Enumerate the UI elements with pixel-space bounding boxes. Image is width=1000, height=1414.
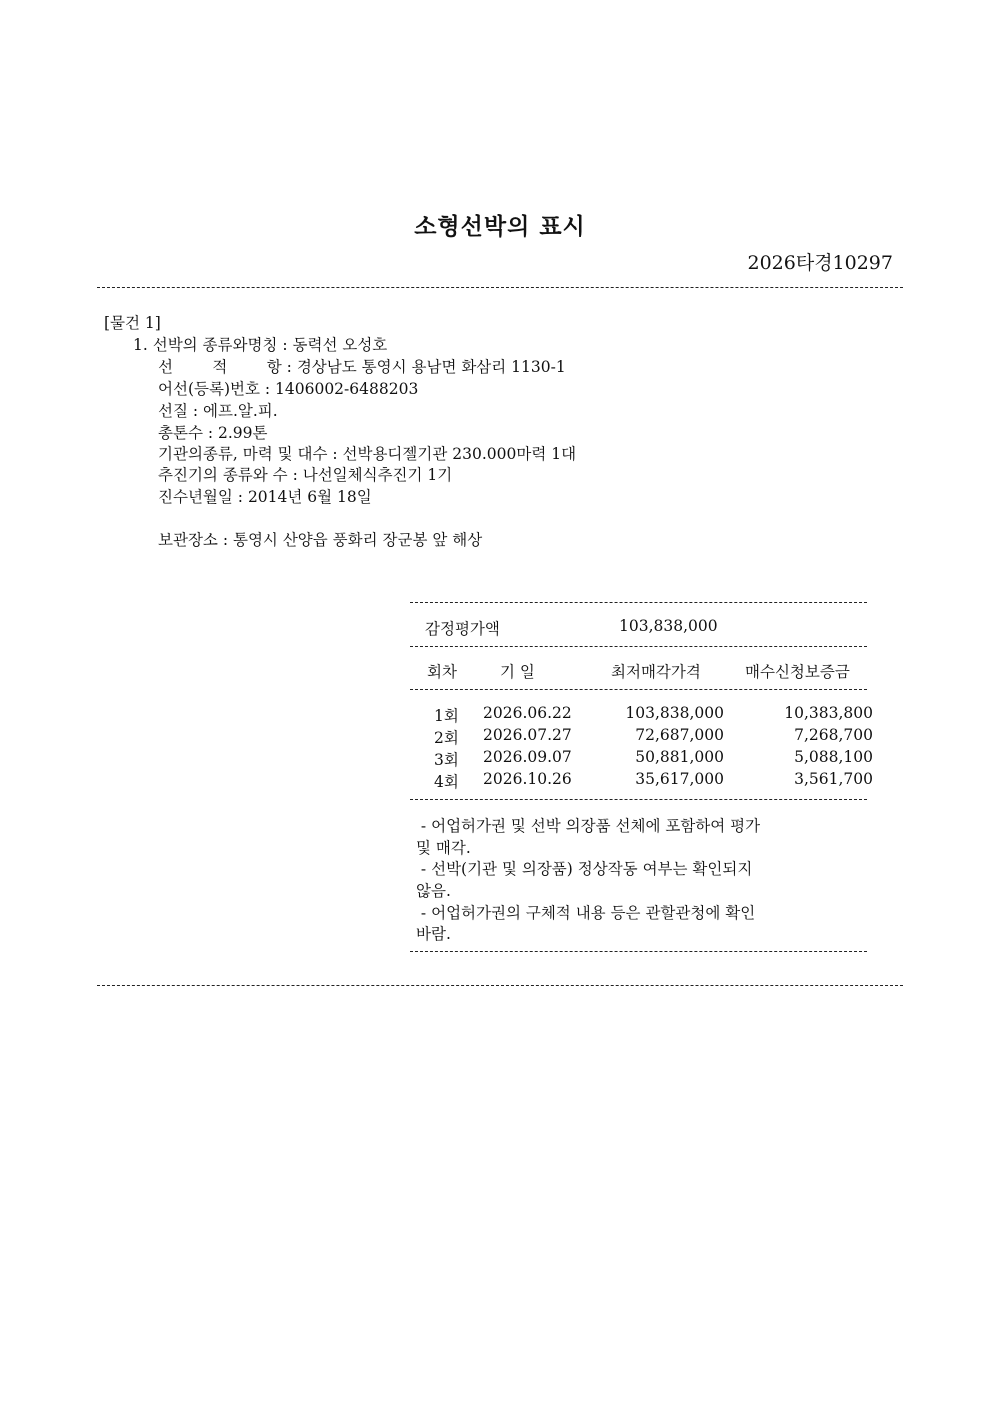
table-row-date: 2026.06.22 (483, 704, 572, 722)
table-row-round: 2회 (434, 729, 459, 747)
table-row-min-price: 72,687,000 (635, 726, 724, 744)
table-row-date: 2026.10.26 (483, 770, 572, 788)
header-date: 기 일 (500, 663, 535, 681)
table-row-deposit: 5,088,100 (794, 748, 873, 766)
header-round: 회차 (427, 663, 457, 681)
vessel-type-name: 1. 선박의 종류와명칭 : 동력선 오성호 (133, 336, 388, 354)
vessel-launch-date: 진수년월일 : 2014년 6월 18일 (158, 488, 372, 506)
vessel-propulsion: 추진기의 종류와 수 : 나선일체식추진기 1기 (158, 466, 453, 484)
table-row-min-price: 35,617,000 (635, 770, 724, 788)
vessel-tonnage: 총톤수 : 2.99톤 (158, 424, 268, 442)
table-row-deposit: 10,383,800 (784, 704, 873, 722)
box-divider-appraisal (410, 646, 867, 647)
vessel-material: 선질 : 에프.알.피. (158, 402, 278, 420)
vessel-engine: 기관의종류, 마력 및 대수 : 선박용디젤기관 230.000마력 1대 (158, 445, 577, 463)
table-row-deposit: 7,268,700 (794, 726, 873, 744)
table-row-min-price: 50,881,000 (635, 748, 724, 766)
top-divider (97, 287, 903, 288)
box-divider-top (410, 602, 867, 603)
appraisal-label: 감정평가액 (425, 620, 500, 638)
note-line: 및 매각. (416, 839, 471, 857)
note-line: - 어업허가권 및 선박 의장품 선체에 포함하여 평가 (416, 817, 761, 835)
vessel-storage: 보관장소 : 통영시 산양읍 풍화리 장군봉 앞 해상 (158, 531, 483, 549)
page-title: 소형선박의 표시 (414, 214, 586, 240)
appraisal-value: 103,838,000 (619, 617, 718, 635)
table-row-deposit: 3,561,700 (794, 770, 873, 788)
vessel-home-port: 선 적 항 : 경상남도 통영시 용남면 화삼리 1130-1 (158, 358, 566, 376)
header-deposit: 매수신청보증금 (745, 663, 850, 681)
box-divider-table (410, 799, 867, 800)
box-divider-bottom (410, 951, 867, 952)
table-row-round: 4회 (434, 773, 459, 791)
note-line: - 어업허가권의 구체적 내용 등은 관할관청에 확인 (416, 904, 756, 922)
table-row-round: 1회 (434, 707, 459, 725)
case-number: 2026타경10297 (747, 252, 893, 274)
note-line: 바람. (416, 925, 451, 943)
item-header: [물건 1] (104, 314, 161, 332)
table-row-date: 2026.07.27 (483, 726, 572, 744)
table-row-date: 2026.09.07 (483, 748, 572, 766)
table-row-min-price: 103,838,000 (625, 704, 724, 722)
bottom-divider (97, 985, 903, 986)
table-row-round: 3회 (434, 751, 459, 769)
header-min-price: 최저매각가격 (611, 663, 701, 681)
vessel-registration: 어선(등록)번호 : 1406002-6488203 (158, 380, 419, 398)
box-divider-header (410, 689, 867, 690)
note-line: 않음. (416, 882, 451, 900)
note-line: - 선박(기관 및 의장품) 정상작동 여부는 확인되지 (416, 860, 753, 878)
